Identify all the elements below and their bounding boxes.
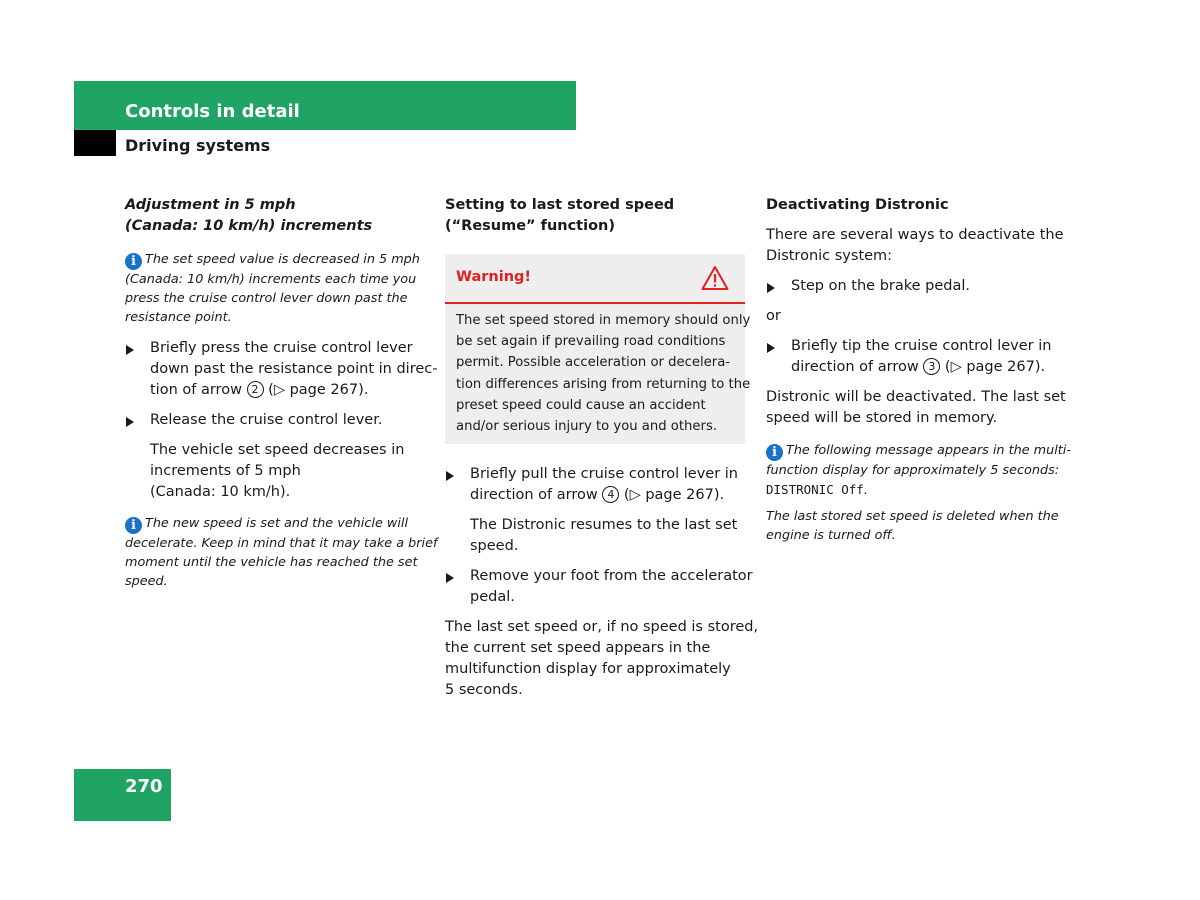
column-2 (445, 195, 759, 701)
note-line: press the cruise control lever down past the (125, 291, 408, 306)
note-line: decelerate. Keep in mind that it may take a brief (125, 536, 438, 551)
paragraph-line: 5 seconds. (445, 682, 523, 699)
instruction-step (445, 566, 753, 608)
step-line: Briefly tip the cruise control lever in (791, 338, 1052, 354)
page-reference: (▷ page 267). (940, 359, 1046, 375)
heading-line: Adjustment in 5 mph (125, 197, 296, 213)
section-title: Controls in detail (125, 101, 300, 122)
warning-triangle-icon (701, 265, 729, 291)
page-number: 270 (125, 776, 163, 797)
arrow-number-icon: 3 (923, 358, 940, 375)
page-reference: (▷ page 267). (619, 487, 725, 504)
warning-box (445, 254, 751, 444)
triangle-bullet-icon (767, 343, 775, 353)
paragraph (766, 387, 1068, 429)
warning-text (445, 304, 751, 444)
page-reference: (▷ page 267). (263, 382, 369, 398)
arrow-number-icon: 2 (247, 381, 264, 398)
step-line: direction of arrow (791, 359, 924, 375)
paragraph-line: Distronic will be deactivated. The last set (766, 389, 1066, 405)
step-line: tion of arrow (150, 382, 247, 398)
heading-line: (“Resume” function) (445, 218, 615, 234)
paragraph (445, 617, 759, 701)
warning-line: preset speed could cause an accident (456, 397, 706, 413)
note-line: The set speed value is decreased in 5 mph (145, 252, 420, 267)
paragraph (766, 225, 1068, 267)
info-icon: i (766, 444, 783, 461)
result-line: The vehicle set speed decreases in (150, 442, 405, 458)
column-3 (766, 195, 1071, 545)
step-line: Step on the brake pedal. (791, 278, 971, 294)
arrow-number-icon: 4 (602, 486, 619, 503)
section-marker (74, 130, 116, 156)
info-note (125, 514, 438, 591)
note-line: The last stored set speed is deleted when the (766, 509, 1059, 524)
result-line: (Canada: 10 km/h). (150, 484, 291, 500)
result-line: The Distronic resumes to the last set (470, 517, 738, 534)
heading-line: Setting to last stored speed (445, 197, 675, 213)
warning-label: Warning! (456, 269, 532, 285)
paragraph-line: There are several ways to deactivate the (766, 227, 1064, 243)
instruction-step (766, 276, 1068, 297)
note-line: moment until the vehicle has reached the set (125, 555, 418, 570)
triangle-bullet-icon (126, 345, 134, 355)
info-note (125, 250, 425, 327)
warning-line: and/or serious injury to you and others. (456, 419, 718, 435)
warning-line: The set speed stored in memory should only (456, 313, 751, 328)
step-line: Release the cruise control lever. (150, 412, 383, 428)
note-line: The new speed is set and the vehicle will (145, 516, 409, 531)
note-line: resistance point. (125, 310, 232, 325)
column-1 (125, 195, 438, 591)
step-line: direction of arrow (470, 487, 603, 504)
info-note-continued (766, 507, 1068, 545)
step-line: down past the resistance point in direc- (150, 361, 438, 377)
triangle-bullet-icon (446, 573, 454, 583)
display-message-code: DISTRONIC Off (766, 482, 864, 497)
instruction-step (445, 464, 747, 506)
instruction-step (125, 338, 438, 401)
heading-line: (Canada: 10 km/h) increments (125, 218, 373, 234)
or-text: or (766, 308, 781, 324)
step-line: Remove your foot from the accelerator (470, 568, 753, 585)
step-line: Briefly press the cruise control lever (150, 340, 413, 356)
subsection-title: Driving systems (125, 136, 271, 155)
result-line: speed. (470, 538, 519, 555)
step-line: pedal. (470, 589, 515, 606)
triangle-bullet-icon (767, 283, 775, 293)
paragraph-line: the current set speed appears in the (445, 640, 711, 657)
note-line: engine is turned off. (766, 528, 896, 543)
paragraph-line: Distronic system: (766, 248, 893, 264)
info-icon: i (125, 253, 142, 270)
step-line: Briefly pull the cruise control lever in (470, 466, 738, 483)
triangle-bullet-icon (126, 417, 134, 427)
triangle-bullet-icon (446, 471, 454, 481)
paragraph-line: The last set speed or, if no speed is stored, (445, 619, 759, 636)
section-header-bar (74, 81, 576, 130)
instruction-step (125, 410, 425, 431)
note-line: (Canada: 10 km/h) increments each time you (125, 272, 417, 287)
step-result (445, 515, 747, 557)
note-line: function display for approximately 5 seconds: (766, 463, 1060, 478)
warning-line: permit. Possible acceleration or decelera- (456, 355, 731, 371)
warning-header (445, 254, 745, 304)
step-result (125, 440, 425, 503)
instruction-step (766, 336, 1068, 378)
paragraph-line: multifunction display for approximately (445, 661, 731, 678)
paragraph-line: speed will be stored in memory. (766, 410, 998, 426)
warning-line: tion differences arising from returning to the (456, 376, 751, 392)
note-line: speed. (125, 574, 168, 589)
page-number-box (74, 769, 171, 821)
note-line: . (863, 483, 868, 498)
result-line: increments of 5 mph (150, 463, 301, 479)
note-line: The following message appears in the multi- (786, 443, 1071, 458)
info-icon: i (125, 517, 142, 534)
info-note (766, 441, 1071, 500)
heading-line: Deactivating Distronic (766, 197, 949, 213)
warning-line: be set again if prevailing road conditions (456, 334, 726, 350)
